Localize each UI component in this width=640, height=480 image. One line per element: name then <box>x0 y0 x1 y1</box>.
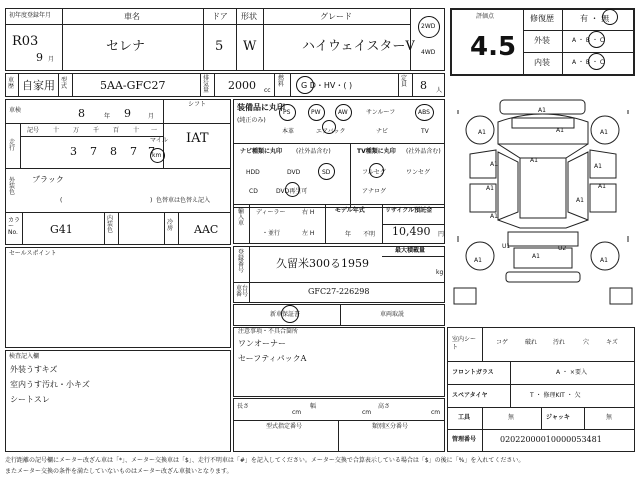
mileage-digit-2: 8 <box>110 145 117 158</box>
capacity-label: 定員 <box>401 75 408 88</box>
inspector-note-1: 室内うす汚れ・小キズ <box>10 380 90 389</box>
navi-cd: CD <box>249 188 258 195</box>
footer-line-1: 走行距離の記号欄にメーター改ざん車は「*」、メーター交換車は「$」、走行不明車は「#」を記入してください。メーター交換で合算表示している場合は「$」の後に「%」を入れてください。 <box>5 457 525 464</box>
max-load-unit: kg <box>436 269 444 276</box>
displacement-unit: cc <box>264 87 271 94</box>
diagram-mark-10: A1 <box>490 213 498 220</box>
diagram-mark-14: A1 <box>532 253 540 260</box>
equip-abs: ABS <box>418 109 430 116</box>
tv-full: フルセグ <box>362 169 386 176</box>
shift: IAT <box>186 131 209 146</box>
sales-point-box <box>5 247 231 348</box>
interior-label: 内装 <box>534 58 550 67</box>
mileage-sub-1: 十 <box>53 127 60 134</box>
equip-sunroof: サンルーフ <box>366 109 396 116</box>
ac-label: 冷房 <box>167 219 174 232</box>
mileage-sub-3: 千 <box>93 127 100 134</box>
interior-color-label: 内装色 <box>107 215 114 234</box>
repair-circle <box>602 9 618 25</box>
fullseg-circle <box>369 163 384 178</box>
import-left: 左 H <box>302 230 315 237</box>
car-name-label: 車名 <box>124 12 140 21</box>
repair-options: 有 ・ 無 <box>580 14 610 23</box>
grade: ハイウェイスターV <box>302 39 415 54</box>
mileage-digit-1: 7 <box>90 145 97 158</box>
mile-label: マイル <box>150 137 168 144</box>
navi-dvd-play: DVD再生可 <box>276 188 308 195</box>
inspection-month: 9 <box>124 107 131 120</box>
interior-circle <box>588 53 605 70</box>
jack-value: 無 <box>606 414 613 421</box>
row2 <box>5 73 445 97</box>
inspector-note-0: 外装うすキズ <box>10 365 58 374</box>
dims-block <box>233 398 445 452</box>
sales-point-label: セールスポイント <box>9 250 57 257</box>
score-label: 評価点 <box>476 13 495 20</box>
diagram-mark-12: U2 <box>558 245 567 252</box>
mileage-sub-2: 万 <box>73 127 80 134</box>
equip-navi: ナビ <box>376 128 389 135</box>
diagram-mark-6: A1 <box>486 185 494 192</box>
tv-title: TV種類に丸印 <box>357 148 396 155</box>
warranty-manual: 車両取説 <box>380 311 405 318</box>
equipment-subtitle: (純正のみ) <box>237 117 266 124</box>
exterior-label: 外装 <box>534 36 550 45</box>
tools-value: 無 <box>508 414 515 421</box>
diagram-mark-5: A1 <box>594 163 602 170</box>
capacity: 8 <box>420 79 427 92</box>
navi-title: ナビ種類に丸印 <box>240 148 283 155</box>
diagram-mark-13: A1 <box>474 257 482 264</box>
vehicle-use: 自家用 <box>22 79 55 92</box>
note-1: セーフティパックA <box>238 354 307 363</box>
seat-opt-2: 汚れ <box>553 339 566 346</box>
inspection-year-unit: 年 <box>104 113 111 120</box>
mileage-label: 走行 <box>9 139 16 152</box>
tv-analog: アナログ <box>362 188 387 195</box>
mileage-digit-0: 3 <box>70 145 77 158</box>
tv-sub: (社外品含む) <box>406 148 441 155</box>
model: 5AA-GFC27 <box>100 79 166 92</box>
inspector-note-2: シートスレ <box>10 395 50 404</box>
height-label: 高さ <box>378 403 391 410</box>
model-year-unit: 年 <box>345 231 352 238</box>
diagram-mark-4: A1 <box>490 161 498 168</box>
tools-label: 工具 <box>458 414 471 421</box>
equip-pw: PW <box>311 109 321 116</box>
first-reg-label: 初年度登録年月 <box>9 12 52 19</box>
displacement: 2000 <box>228 79 256 92</box>
doors-label: ドア <box>212 12 228 21</box>
model-year-label: モデル年式 <box>335 207 365 214</box>
import-label: 輸入車 <box>238 208 245 227</box>
width-label: 幅 <box>310 403 317 410</box>
score-value: 4.5 <box>470 32 517 62</box>
equipment-title: 装備品に丸印 <box>237 103 285 112</box>
inspection-year: 8 <box>78 107 85 120</box>
shape-label: 形状 <box>241 12 257 21</box>
fuel-label: 燃料 <box>278 75 285 88</box>
mileage-sub-0: 記号 <box>27 127 40 134</box>
shape: W <box>243 39 257 54</box>
color-no-value: G41 <box>50 223 73 236</box>
diagram-mark-2: A1 <box>478 129 486 136</box>
first-reg-month: 9 <box>36 51 43 64</box>
inspection-month-unit: 月 <box>148 113 155 120</box>
chassis-label: 車台番号 <box>236 285 249 298</box>
fuel-options: G D・HV・( ) <box>301 81 353 90</box>
import-right: 右 H <box>302 209 315 216</box>
airbag-circle <box>322 120 336 134</box>
car-name: セレナ <box>106 39 146 54</box>
mileage-sub-6: 一 <box>151 127 158 134</box>
inspector-label: 検査記入欄 <box>9 353 40 360</box>
diagram-mark-3: A1 <box>600 129 608 136</box>
spare-value: T ・ 修理KIT ・ 欠 <box>530 392 581 399</box>
inspection-label: 車検 <box>9 107 22 114</box>
exterior-circle <box>588 31 605 48</box>
car-damage-diagram <box>450 92 635 322</box>
dvd-play-circle <box>285 182 300 197</box>
plate-label: 登録番号 <box>238 249 245 274</box>
capacity-unit: 人 <box>436 87 443 94</box>
diagram-mark-1: A1 <box>556 127 564 134</box>
interior-options: A ・ B ・ C <box>572 59 605 66</box>
equip-aw: AW <box>338 109 348 116</box>
seat-opt-1: 破れ <box>525 339 538 346</box>
color-note-close: ) <box>150 197 153 204</box>
length-label: 長さ <box>237 403 250 410</box>
tv-oneseg: ワンセグ <box>406 169 431 176</box>
mgmt-value: 02022000010000053481 <box>500 435 602 444</box>
class-label: 類別区分番号 <box>372 423 409 430</box>
displacement-label: 排気量 <box>203 75 210 94</box>
shift-label: シフト <box>188 101 207 108</box>
diagram-mark-8: A1 <box>530 157 538 164</box>
recycle-label: リサイクル預託金 <box>385 207 433 214</box>
height-unit: cm <box>431 409 441 416</box>
front-glass-value: A ・ ×要入 <box>556 369 587 376</box>
spare-label: スペアタイヤ <box>452 392 488 399</box>
diagram-mark-7: A1 <box>598 183 606 190</box>
diagram-mark-11: U1 <box>502 243 511 250</box>
color-label: 外装色 <box>9 177 16 196</box>
drive-2wd: 2WD <box>421 23 436 30</box>
vehicle-use-label: 車歴 <box>8 77 15 90</box>
diagram-mark-9: A1 <box>576 197 584 204</box>
navi-dvd: DVD <box>287 169 301 176</box>
repair-label: 修復歴 <box>530 14 554 23</box>
plate-value: 久留米300る1959 <box>276 257 369 270</box>
notes-label: 注意事項・不具合箇所 <box>238 328 299 335</box>
navi-hdd: HDD <box>246 169 260 176</box>
warranty-book: 新車保証書 <box>270 311 301 318</box>
warranty-block <box>233 304 445 326</box>
type-label: 型式指定番号 <box>266 423 303 430</box>
warranty-circle <box>281 305 299 323</box>
import-dealer: ディーラー <box>256 209 286 216</box>
doors: 5 <box>215 39 224 54</box>
recycle-unit: 円 <box>438 231 445 238</box>
chassis-value: GFC27-226298 <box>308 287 370 296</box>
front-glass-label: フロントガラス <box>452 369 494 376</box>
seat-label: 室内シート <box>452 336 477 352</box>
mileage-sub-5: 十 <box>133 127 140 134</box>
recycle-value: 10,490 <box>392 225 431 238</box>
navi-sd: SD <box>322 169 331 176</box>
month-unit: 月 <box>48 56 55 63</box>
seat-opt-3: 穴 <box>583 339 590 346</box>
navi-sub: (社外品含む) <box>296 148 331 155</box>
color-note-open: ( <box>60 197 63 204</box>
equip-airbag: エアバック <box>316 128 346 135</box>
color-note: 色替車は色替え記入 <box>156 197 211 204</box>
max-load-label: 最大積載量 <box>395 247 426 254</box>
model-label: 型式 <box>61 77 68 90</box>
drive-4wd: 4WD <box>421 49 436 56</box>
first-reg-era: R03 <box>12 34 39 49</box>
width-unit: cm <box>362 409 372 416</box>
diagram-mark-0: A1 <box>538 107 546 114</box>
ac-value: AAC <box>194 223 219 236</box>
mileage-digit-3: 7 <box>130 145 137 158</box>
mgmt-label: 管理番号 <box>452 436 477 443</box>
km-label: km <box>152 152 162 159</box>
diagram-mark-15: A1 <box>600 257 608 264</box>
grade-label: グレード <box>320 12 352 21</box>
import-parallel: ・並行 <box>262 230 281 237</box>
color-no-label: カラーNo. <box>8 217 21 236</box>
length-unit: cm <box>292 409 302 416</box>
seat-opt-0: コゲ <box>496 339 509 346</box>
note-0: ワンオーナー <box>238 339 286 348</box>
model-year-value: 不明 <box>363 231 376 238</box>
mileage-sub-4: 百 <box>113 127 120 134</box>
jack-label: ジャッキ <box>546 414 570 421</box>
footer-line-2: またメーター交換の条件を満たしていないものはメーター改ざん車扱いとなります。 <box>5 468 233 475</box>
color-value: ブラック <box>32 175 64 184</box>
mileage-digit-4: 7 <box>148 145 155 158</box>
equip-tv: TV <box>421 128 429 135</box>
equip-leather: 本革 <box>282 128 295 135</box>
equip-ps: PS <box>283 109 291 116</box>
exterior-options: A ・ B ・ C <box>572 37 605 44</box>
seat-opt-4: キズ <box>606 339 618 346</box>
